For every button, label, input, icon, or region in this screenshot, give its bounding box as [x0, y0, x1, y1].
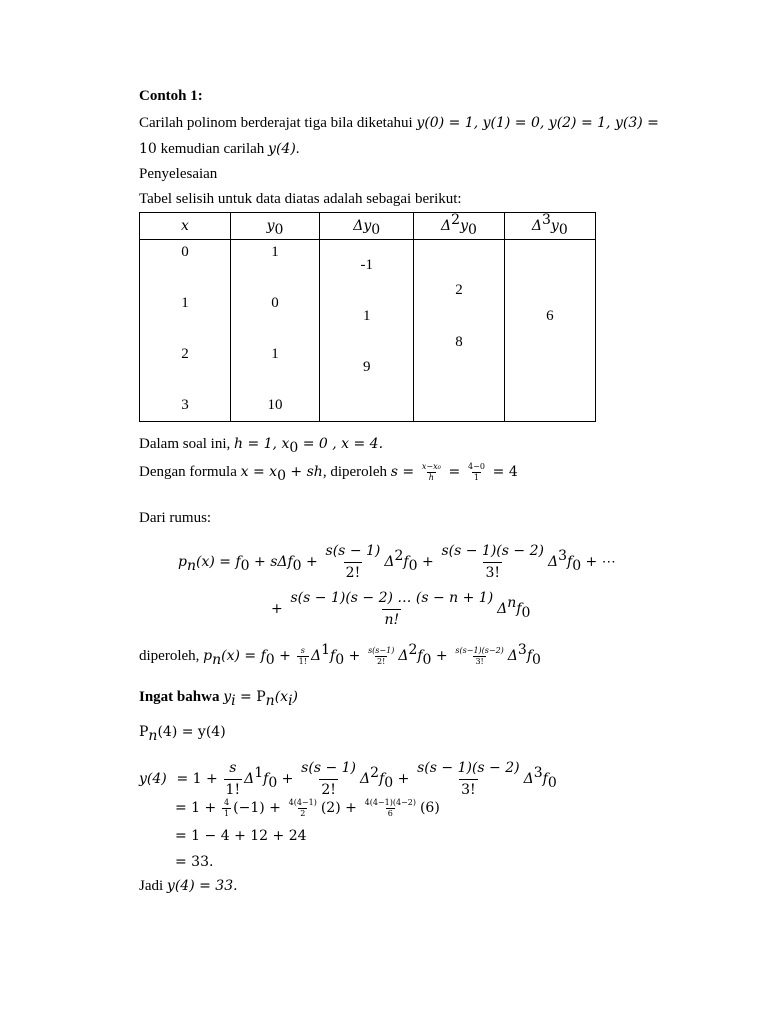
- given-parameters: Dalam soal ini, h = 1, $x_0 = 0$ , x = 4.: [139, 436, 384, 456]
- problem-statement-line1: [139, 113, 659, 133]
- given-values-end: 10: [139, 141, 157, 157]
- column-delta-y0: [320, 240, 414, 422]
- table-intro: Tabel selisih untuk data diatas adalah sebagai berikut:: [139, 191, 462, 207]
- y0-value: 1: [271, 244, 279, 260]
- x-value: 2: [181, 346, 189, 362]
- x-value: 0: [181, 244, 189, 260]
- s-equals: s =: [390, 464, 415, 480]
- fraction-term3: $\frac{s(s - 1)(s - 2)}{3!}$: [439, 541, 545, 584]
- problem-text: Carilah polinom berderajat tiga bila diketahui: [139, 115, 413, 131]
- problem-statement-line2: [139, 139, 300, 159]
- delta1-value: 9: [362, 359, 371, 375]
- evaluation-line: = 1 − 4 + 12 + 24: [175, 828, 307, 844]
- recall-statement: Ingat bahwa $y_i = P_n(x_i)$: [139, 689, 299, 709]
- solution-heading: Penyelesaian: [139, 166, 218, 182]
- conclusion: [139, 876, 238, 896]
- x-value: 3: [181, 397, 189, 413]
- difference-table: [139, 212, 596, 422]
- header-delta-y0: $\Delta y_0$: [320, 213, 414, 240]
- y0-value: 1: [271, 346, 279, 362]
- fraction-s: $\frac{\text{x−x₀}}{h}$: [421, 462, 441, 483]
- h-value: h = 1, x: [233, 436, 290, 452]
- column-delta2-y0: [414, 240, 504, 422]
- header-delta2-y0: $\Delta^2y_0$: [414, 213, 504, 240]
- delta3-value: 6: [546, 308, 554, 324]
- obtained-text: diperoleh,: [139, 648, 200, 664]
- delta1-value: -1: [360, 257, 373, 273]
- header-y0: $y_0$: [230, 213, 319, 240]
- column-x: [140, 240, 231, 422]
- column-y0: [230, 240, 319, 422]
- formula-text: Dengan formula: [139, 464, 241, 480]
- y4-expansion: y(4) = 1 + $\frac{s}{1!}$ $\Delta^1f_0$ + $\frac{s(s - 1)}{2!}$ $\Delta^2f_0$ + $\frac{s(s - 1)(s - 2)}{3!}$ $\Delta^3f_0$: [139, 758, 557, 801]
- newton-formula-line2: + $\frac{s(s - 1)(s - 2) \dots (s - n + 1)}{n!}$ $\Delta^nf_0$: [271, 588, 530, 631]
- given-values: y(0) = 1, y(1) = 0, y(2) = 1, y(3) =: [416, 115, 659, 131]
- table-header-row: [140, 213, 596, 240]
- pn4-equation: $P_n(4) = y(4)$: [139, 724, 226, 744]
- problem-text-2: kemudian carilah: [156, 141, 265, 157]
- y0-value: 0: [271, 295, 279, 311]
- target-value: y(4): [268, 141, 296, 157]
- header-x: x: [140, 213, 231, 240]
- conclusion-value: y(4) = 33.: [166, 878, 238, 894]
- delta2-value: 8: [455, 334, 463, 350]
- x-values: = 0 , x = 4.: [298, 436, 384, 452]
- x-formula: x = x: [240, 464, 278, 480]
- recall-text: Ingat bahwa: [139, 689, 220, 705]
- substitution-line: = 1 + $\frac{4}{1}$ (−1) + $\frac{4(4-1)}{2}$ (2) + $\frac{4(4-1)(4-2)}{6}$ (6): [175, 798, 440, 819]
- formula-text-2: , diperoleh: [322, 464, 391, 480]
- period: .: [295, 141, 300, 157]
- fraction-values: $\frac{4-0}{1}$: [468, 462, 485, 483]
- from-formula-label: Dari rumus:: [139, 510, 212, 526]
- result-line: = 33.: [175, 854, 214, 870]
- header-delta3-y0: $\Delta^3y_0$: [504, 213, 595, 240]
- conclusion-text: Jadi: [139, 878, 164, 894]
- obtained-formula: diperoleh, $p_n(x) = f_0$ + $\frac{s}{1!}$ $\Delta^1f_0$ + $\frac{s(s-1)}{2!}$ $\Delta^2f_0$ + $\frac{s(s-1)(s-2)}{3!}$ $\Delta^3f_0$: [139, 642, 541, 668]
- table-body-row: [140, 240, 596, 422]
- fraction-term2: $\frac{s(s - 1)}{2!}$: [324, 541, 383, 584]
- x-formula-2: + sh: [285, 464, 323, 480]
- column-delta3-y0: [504, 240, 595, 422]
- x-value: 1: [181, 295, 189, 311]
- fraction-term-n: $\frac{s(s - 1)(s - 2) \dots (s - n + 1)}{n!}$: [288, 588, 495, 631]
- s-result: = 4: [492, 464, 518, 480]
- y0-value: 10: [267, 397, 283, 413]
- example-title: Contoh 1:: [139, 88, 203, 104]
- formula-line: Dengan formula $x = x_0$ + sh, diperoleh s = $\frac{\text{x−x₀}}{h}$ = $\frac{4-0}{1}$ = 4: [139, 462, 518, 484]
- newton-formula-line1: $p_n(x) = f_0 + s\Delta f_0$ + $\frac{s(s - 1)}{2!}$ $\Delta^2f_0$ + $\frac{s(s - 1)(s - 2)}{3!}$ $\Delta^3f_0$ + ⋯: [178, 541, 616, 584]
- given-text: Dalam soal ini,: [139, 436, 231, 452]
- delta1-value: 1: [362, 308, 371, 324]
- delta2-value: 2: [455, 282, 463, 298]
